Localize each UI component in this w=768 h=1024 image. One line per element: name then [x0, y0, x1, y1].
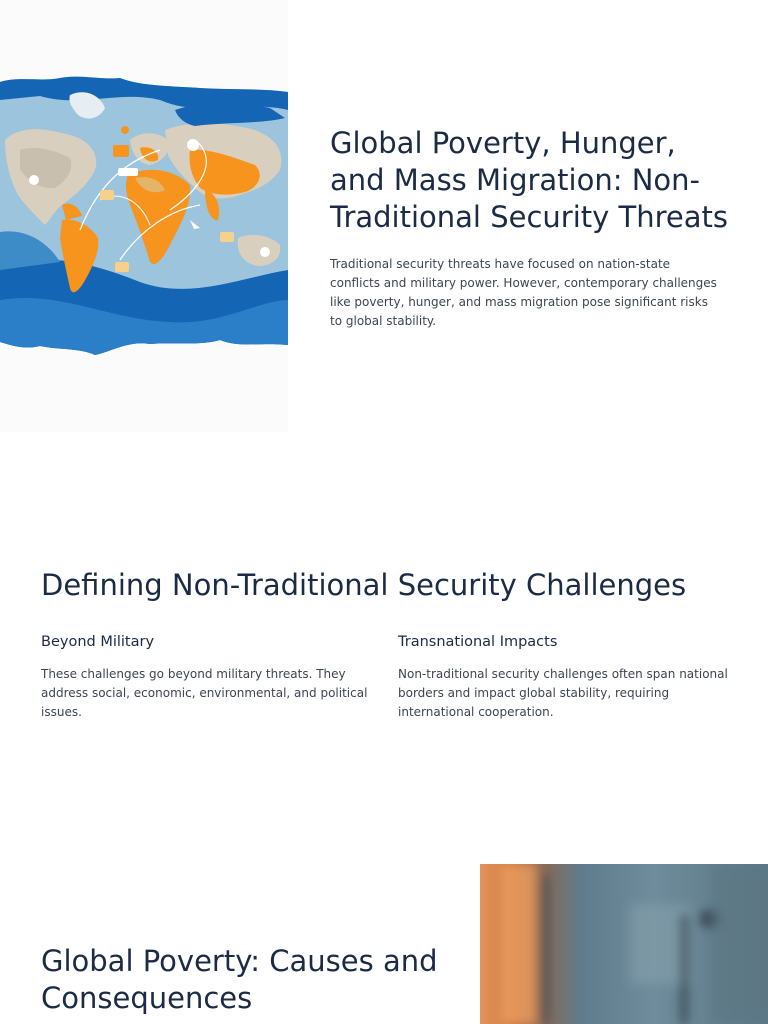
hero-description: Traditional security threats have focused on nation-state conflicts and military power. However, contemporary challenges like poverty, hunger, and mass migration pose significant risks to global stability.: [330, 257, 717, 328]
card-text: These challenges go beyond military threats. They address social, economic, environmental, and political issues.: [41, 667, 368, 719]
poverty-title: Global Poverty: Causes and Consequences: [41, 944, 438, 1015]
hero-title: Global Poverty, Hunger, and Mass Migration: Non-Traditional Security Threats: [330, 126, 728, 234]
card-text: Non-traditional security challenges often span national borders and impact global stability, requiring international cooperation.: [398, 667, 728, 719]
card-beyond-military: [41, 632, 371, 722]
world-map-image: [0, 0, 288, 432]
poverty-photo: [480, 864, 768, 1024]
card-heading: Transnational Impacts: [398, 634, 558, 650]
card-heading: Beyond Military: [41, 634, 155, 650]
card-transnational-impacts: [398, 632, 728, 722]
defining-title: Defining Non-Traditional Security Challenges: [41, 568, 687, 602]
